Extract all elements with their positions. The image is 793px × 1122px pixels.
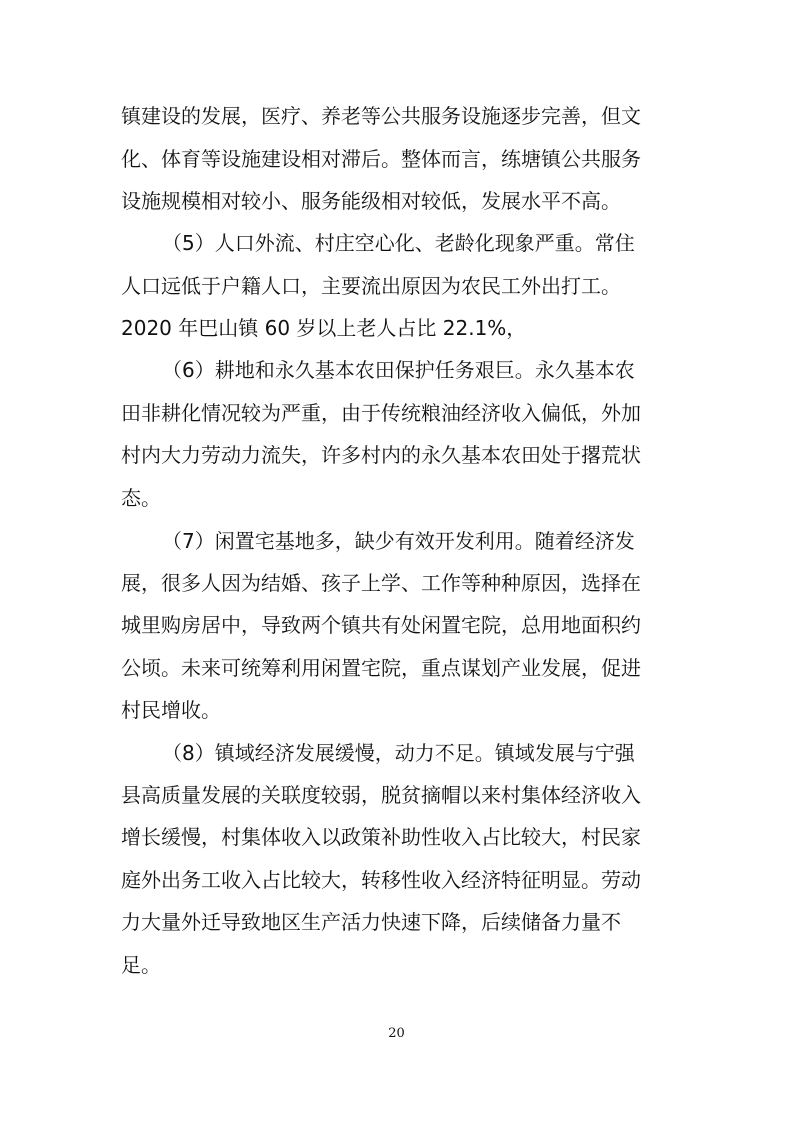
- paragraph-line: 公顷。未来可统筹利用闲置宅院，重点谋划产业发展，促进: [121, 656, 641, 680]
- paragraph-line: 力大量外迁导致地区生产活力快速下降，后续储备力量不: [121, 910, 621, 934]
- paragraph-line: （5）人口外流、村庄空心化、老龄化现象严重。常住: [162, 231, 635, 255]
- paragraph-line: 2020 年巴山镇 60 岁以上老人占比 22.1%，: [121, 316, 527, 340]
- paragraph-line: 城里购房居中，导致两个镇共有处闲置宅院，总用地面积约: [121, 613, 641, 637]
- paragraph-line: （7）闲置宅基地多，缺少有效开发利用。随着经济发: [162, 529, 635, 553]
- paragraph-line: 人口远低于户籍人口，主要流出原因为农民工外出打工。: [121, 274, 621, 298]
- page-number: 20: [388, 1026, 405, 1041]
- paragraph-line: 化、体育等设施建设相对滞后。整体而言，练塘镇公共服务: [121, 147, 641, 171]
- paragraph-line: 县高质量发展的关联度较弱，脱贫摘帽以来村集体经济收入: [121, 783, 641, 807]
- paragraph-line: 足。: [121, 953, 161, 977]
- paragraph-line: （6）耕地和永久基本农田保护任务艰巨。永久基本农: [162, 358, 635, 382]
- paragraph-line: 田非耕化情况较为严重，由于传统粮油经济收入偏低，外加: [121, 401, 641, 425]
- paragraph-line: 村民增收。: [121, 698, 221, 722]
- paragraph-line: 态。: [121, 486, 161, 510]
- paragraph-line: 设施规模相对较小、服务能级相对较低，发展水平不高。: [121, 189, 621, 213]
- paragraph-line: （8）镇域经济发展缓慢，动力不足。镇域发展与宁强: [162, 741, 635, 765]
- paragraph-line: 庭外出务工收入占比较大，转移性收入经济特征明显。劳动: [121, 868, 641, 892]
- paragraph-line: 增长缓慢，村集体收入以政策补助性收入占比较大，村民家: [121, 825, 641, 849]
- paragraph-line: 村内大力劳动力流失，许多村内的永久基本农田处于撂荒状: [121, 443, 641, 467]
- paragraph-line: 镇建设的发展，医疗、养老等公共服务设施逐步完善，但文: [121, 104, 641, 128]
- paragraph-line: 展，很多人因为结婚、孩子上学、工作等种种原因，选择在: [121, 571, 641, 595]
